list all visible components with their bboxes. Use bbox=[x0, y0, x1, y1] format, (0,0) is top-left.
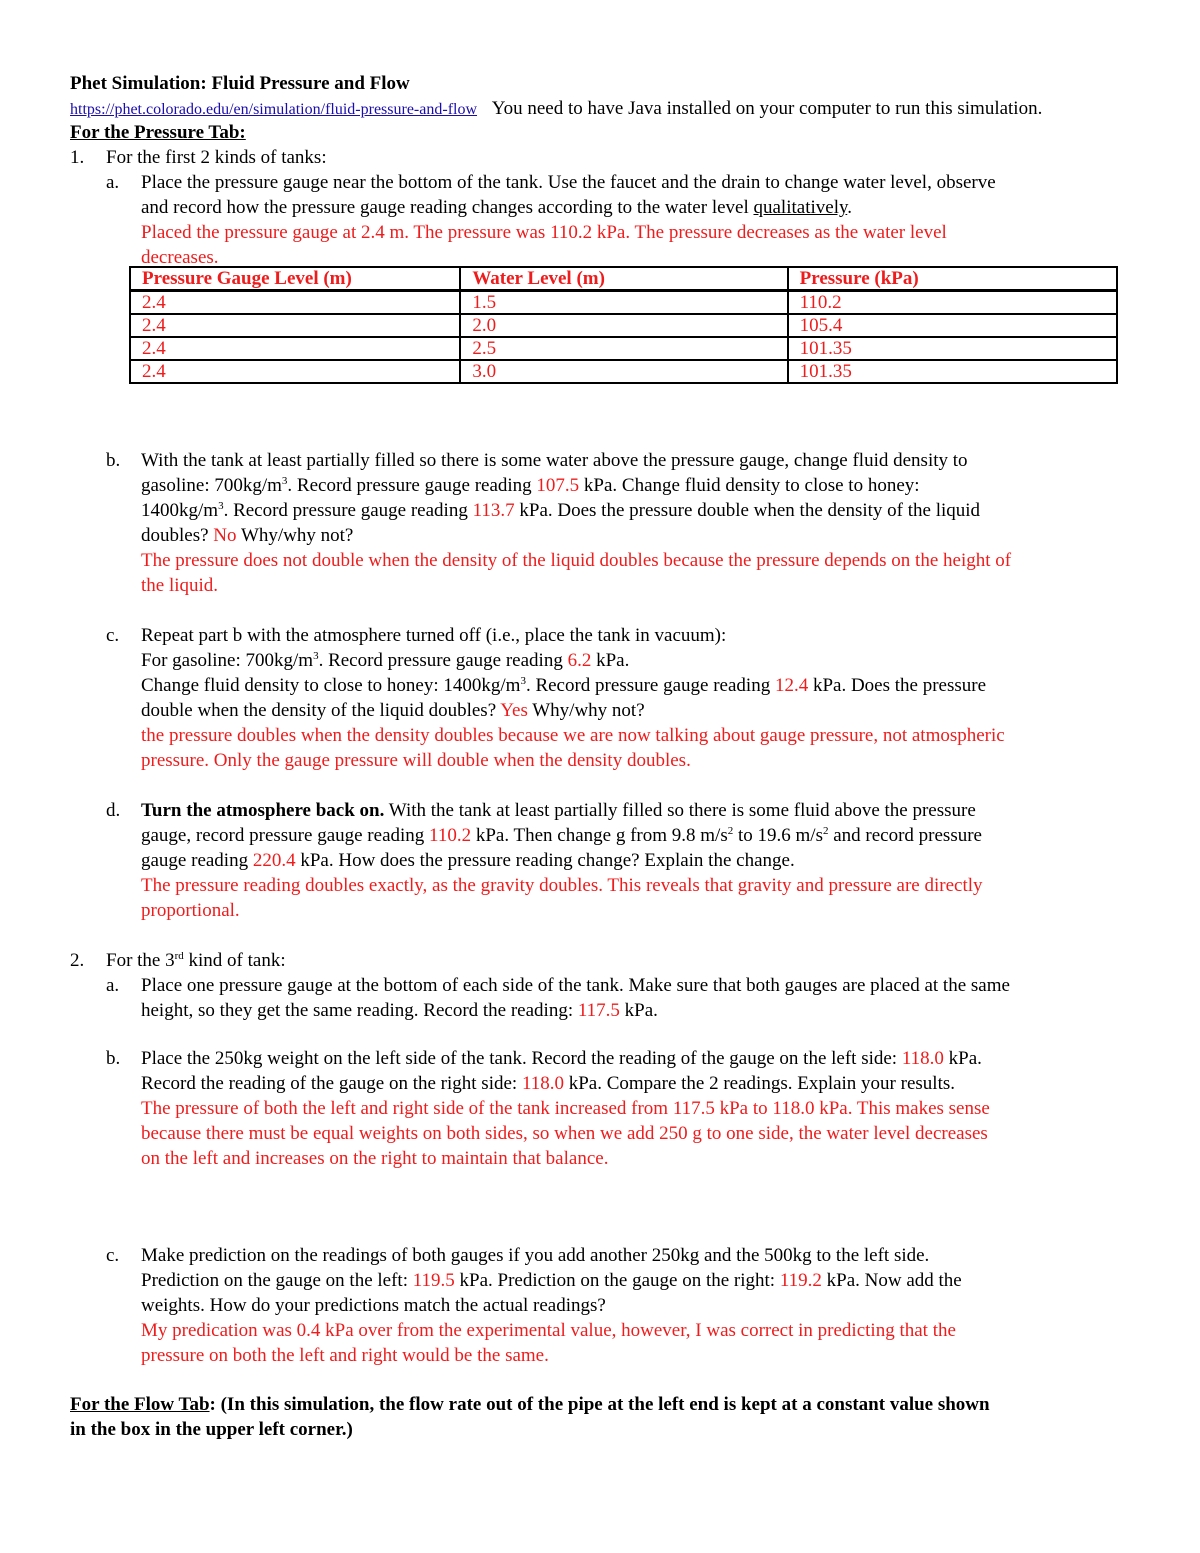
q2b-line2: Record the reading of the gauge on the right side: 118.0 kPa. Compare the 2 readings. Explain your results. bbox=[141, 1073, 955, 1094]
table-header-row bbox=[130, 267, 1117, 291]
right-prediction: 119.2 bbox=[779, 1270, 822, 1291]
flow-tab-heading: For the Flow Tab bbox=[70, 1394, 210, 1415]
table-row bbox=[130, 291, 1117, 315]
table-row bbox=[130, 360, 1117, 383]
table-cell: 3.0 bbox=[460, 360, 787, 383]
q1a-line2: and record how the pressure gauge reading changes according to the water level qualitatively. bbox=[141, 197, 852, 218]
q2-number: 2. bbox=[70, 950, 85, 971]
q1d-label: d. bbox=[106, 800, 121, 821]
q1a-label: a. bbox=[106, 172, 120, 193]
q1b-line1: With the tank at least partially filled so there is some water above the pressure gauge, change fluid density to bbox=[141, 450, 968, 471]
q1a-answer-line1: Placed the pressure gauge at 2.4 m. The pressure was 110.2 kPa. The pressure decreases as the water level bbox=[141, 222, 947, 243]
q2b-answer-line3: on the left and increases on the right to maintain that balance. bbox=[141, 1148, 609, 1169]
q1d-answer-line2: proportional. bbox=[141, 900, 240, 921]
table-cell: 2.4 bbox=[130, 291, 460, 315]
left-prediction: 119.5 bbox=[412, 1270, 455, 1291]
table-row bbox=[130, 337, 1117, 360]
table-header-cell: Pressure (kPa) bbox=[788, 267, 1117, 291]
q1a-answer-line2: decreases. bbox=[141, 247, 219, 268]
java-note: You need to have Java installed on your computer to run this simulation. bbox=[491, 98, 1043, 119]
q1b-line4: doubles? No Why/why not? bbox=[141, 525, 354, 546]
q2b-answer-line1: The pressure of both the left and right side of the tank increased from 117.5 kPa to 118.0 kPa. This makes sense bbox=[141, 1098, 990, 1119]
q2c-line2: Prediction on the gauge on the left: 119.5 kPa. Prediction on the gauge on the right: 119.2 kPa. Now add the bbox=[141, 1270, 962, 1291]
vacuum-gasoline-reading: 6.2 bbox=[567, 650, 592, 671]
q1c-line3: Change fluid density to close to honey: $1400kg/m^3$. Record pressure gauge reading 12.4 kPa. Does the pressure bbox=[141, 675, 987, 696]
q2a-line1: Place one pressure gauge at the bottom of each side of the tank. Make sure that both gauges are placed at the same bbox=[141, 975, 1010, 996]
page-title: Phet Simulation: Fluid Pressure and Flow bbox=[70, 73, 410, 94]
q1b-line3: $1400kg/m^3$. Record pressure gauge reading 113.7 kPa. Does the pressure double when the density of the liquid bbox=[141, 500, 981, 521]
q1a-line1: Place the pressure gauge near the bottom of the tank. Use the faucet and the drain to change water level, observe bbox=[141, 172, 996, 193]
qualitatively-underlined: qualitatively bbox=[753, 197, 848, 218]
normal-gravity-reading: 110.2 bbox=[429, 825, 472, 846]
table-cell: 1.5 bbox=[460, 291, 787, 315]
q2a-label: a. bbox=[106, 975, 120, 996]
vacuum-honey-reading: 12.4 bbox=[774, 675, 809, 696]
q1d-answer-line1: The pressure reading doubles exactly, as the gravity doubles. This reveals that gravity and pressure are directly bbox=[141, 875, 983, 896]
equal-gauge-reading: 117.5 bbox=[577, 1000, 620, 1021]
table-header-cell: Water Level (m) bbox=[460, 267, 787, 291]
q2c-line1: Make prediction on the readings of both gauges if you add another 250kg and the 500kg to the left side. bbox=[141, 1245, 930, 1266]
table-cell: 105.4 bbox=[788, 314, 1117, 337]
q2c-line3: weights. How do your predictions match the actual readings? bbox=[141, 1295, 606, 1316]
double-gravity-reading: 220.4 bbox=[252, 850, 296, 871]
q1d-line2: gauge, record pressure gauge reading 110.2 kPa. Then change g from 9.8 $m/s^2$ to 19.6 $m/s^2$ and record pressure bbox=[141, 825, 982, 846]
atmosphere-on-instruction: Turn the atmosphere back on. bbox=[141, 800, 385, 821]
q2-text: For the 3rd kind of tank: bbox=[106, 950, 286, 971]
simulation-link[interactable]: https://phet.colorado.edu/en/simulation/fluid-pressure-and-flow bbox=[70, 101, 478, 118]
q1-text: For the first 2 kinds of tanks: bbox=[106, 147, 327, 168]
q1c-yes-no-answer: Yes bbox=[500, 700, 528, 721]
pressure-data-table bbox=[129, 266, 1118, 384]
q1b-label: b. bbox=[106, 450, 121, 471]
q1b-answer-line1: The pressure does not double when the density of the liquid doubles because the pressure depends on the height of bbox=[141, 550, 1012, 571]
q1b-line2: gasoline: $700kg/m^3$. Record pressure gauge reading 107.5 kPa. Change fluid density to close to honey: bbox=[141, 475, 920, 496]
url-line bbox=[70, 96, 1042, 122]
left-gauge-reading: 118.0 bbox=[901, 1048, 944, 1069]
q1d-line1: Turn the atmosphere back on. With the tank at least partially filled so there is some fluid above the pressure bbox=[141, 800, 976, 821]
table-row bbox=[130, 314, 1117, 337]
table-header-cell: Pressure Gauge Level (m) bbox=[130, 267, 460, 291]
table-cell: 101.35 bbox=[788, 337, 1117, 360]
flow-tab-heading-line1: For the Flow Tab: (In this simulation, the flow rate out of the pipe at the left end is kept at a constant value shown bbox=[70, 1394, 990, 1415]
honey-reading: 113.7 bbox=[472, 500, 515, 521]
table-cell: 2.0 bbox=[460, 314, 787, 337]
q1c-line2: For gasoline: $700kg/m^3$. Record pressure gauge reading 6.2 kPa. bbox=[141, 650, 630, 671]
gasoline-reading: 107.5 bbox=[536, 475, 580, 496]
right-gauge-reading: 118.0 bbox=[521, 1073, 564, 1094]
q2c-label: c. bbox=[106, 1245, 120, 1266]
q1-number: 1. bbox=[70, 147, 85, 168]
q1c-line1: Repeat part b with the atmosphere turned off (i.e., place the tank in vacuum): bbox=[141, 625, 727, 646]
q1b-yes-no-answer: No bbox=[213, 525, 237, 546]
q2c-answer-line1: My predication was 0.4 kPa over from the experimental value, however, I was correct in predicting that the bbox=[141, 1320, 956, 1341]
q2c-answer-line2: pressure on both the left and right would be the same. bbox=[141, 1345, 549, 1366]
table-cell: 101.35 bbox=[788, 360, 1117, 383]
q2b-line1: Place the 250kg weight on the left side of the tank. Record the reading of the gauge on the left side: 118.0 kPa. bbox=[141, 1048, 982, 1069]
q2b-answer-line2: because there must be equal weights on both sides, so when we add 250 g to one side, the water level decreases bbox=[141, 1123, 988, 1144]
q2a-line2: height, so they get the same reading. Record the reading: 117.5 kPa. bbox=[141, 1000, 658, 1021]
q1c-answer-line1: the pressure doubles when the density doubles because we are now talking about gauge pressure, not atmospheric bbox=[141, 725, 1005, 746]
pressure-tab-heading: For the Pressure Tab: bbox=[70, 122, 246, 143]
q1b-answer-line2: the liquid. bbox=[141, 575, 219, 596]
q2b-label: b. bbox=[106, 1048, 121, 1069]
table-cell: 110.2 bbox=[788, 291, 1117, 315]
table-cell: 2.4 bbox=[130, 360, 460, 383]
q1c-label: c. bbox=[106, 625, 120, 646]
table-cell: 2.4 bbox=[130, 337, 460, 360]
flow-tab-note-line2: in the box in the upper left corner.) bbox=[70, 1419, 353, 1440]
q1c-answer-line2: pressure. Only the gauge pressure will double when the density doubles. bbox=[141, 750, 691, 771]
q1d-line3: gauge reading 220.4 kPa. How does the pressure reading change? Explain the change. bbox=[141, 850, 795, 871]
table-cell: 2.4 bbox=[130, 314, 460, 337]
table-cell: 2.5 bbox=[460, 337, 787, 360]
q1c-line4: double when the density of the liquid doubles? Yes Why/why not? bbox=[141, 700, 645, 721]
